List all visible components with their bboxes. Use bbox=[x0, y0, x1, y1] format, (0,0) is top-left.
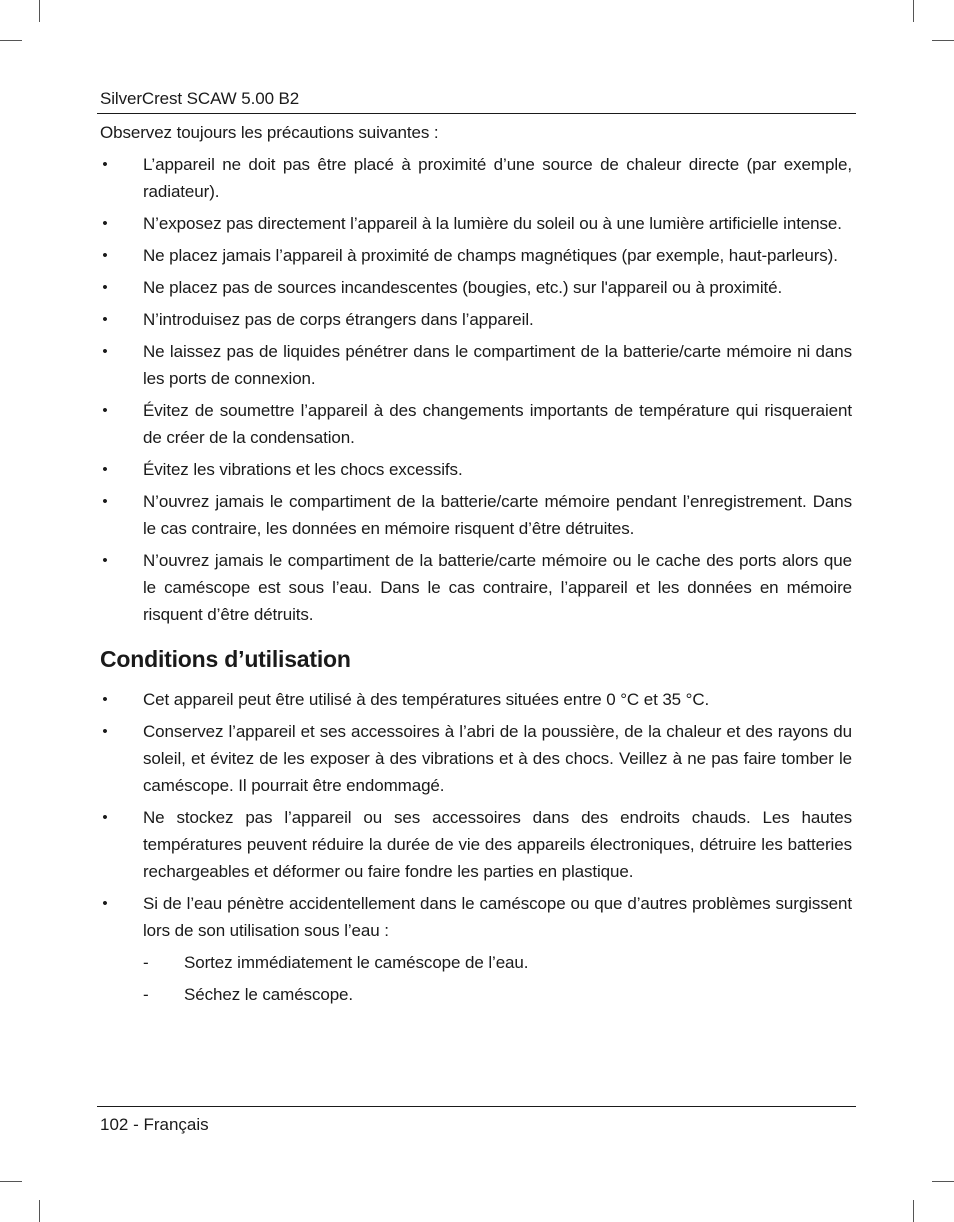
list-item: • Si de l’eau pénètre accidentellement dans le caméscope ou que d’autres problèmes surgissent lors de son utilisation sous l’eau : bbox=[100, 890, 852, 944]
running-header: SilverCrest SCAW 5.00 B2 bbox=[100, 89, 300, 108]
sub-list-item: - Sortez immédiatement le caméscope de l’eau. bbox=[100, 949, 852, 976]
list-item: • Évitez de soumettre l’appareil à des changements importants de température qui risqueraient de créer de la condensation. bbox=[100, 397, 852, 451]
list-item: • N’exposez pas directement l’appareil à la lumière du soleil ou à une lumière artificielle intense. bbox=[100, 210, 852, 237]
list-item: • N’ouvrez jamais le compartiment de la batterie/carte mémoire pendant l’enregistrement. Dans le cas contraire, les données en mémoire risquent d’être détruites. bbox=[100, 488, 852, 542]
bullet-icon: • bbox=[102, 215, 108, 232]
bullet-icon: • bbox=[102, 493, 108, 510]
bullet-icon: • bbox=[102, 691, 108, 708]
bullet-icon: • bbox=[102, 343, 108, 360]
list-item: • Conservez l’appareil et ses accessoires à l’abri de la poussière, de la chaleur et des rayons du soleil, et évitez de les exposer à des vibrations et à des chocs. Veillez à ne pas faire tomber le caméscope. Il pourrait être endommagé. bbox=[100, 718, 852, 799]
section-heading: Conditions d’utilisation bbox=[100, 646, 351, 672]
bullet-icon: • bbox=[102, 402, 108, 419]
dash-icon: - bbox=[143, 985, 149, 1004]
bullet-icon: • bbox=[102, 461, 108, 478]
intro-text: Observez toujours les précautions suivantes : bbox=[100, 123, 439, 142]
list-item: • Ne stockez pas l’appareil ou ses accessoires dans des endroits chauds. Les hautes températures peuvent réduire la durée de vie des appareils électroniques, détruire les batteries rechargeables et déformer ou faire fondre les parties en plastique. bbox=[100, 804, 852, 885]
bullet-icon: • bbox=[102, 809, 108, 826]
dash-icon: - bbox=[143, 953, 149, 972]
crop-mark bbox=[913, 0, 914, 22]
header-rule bbox=[97, 113, 856, 114]
sub-list bbox=[100, 949, 852, 1008]
crop-mark bbox=[932, 40, 954, 41]
list-item: • Cet appareil peut être utilisé à des températures situées entre 0 °C et 35 °C. bbox=[100, 686, 852, 713]
precautions-list bbox=[100, 151, 852, 628]
list-item: • N’introduisez pas de corps étrangers dans l’appareil. bbox=[100, 306, 852, 333]
list-item: • Ne placez jamais l’appareil à proximité de champs magnétiques (par exemple, haut-parleurs). bbox=[100, 242, 852, 269]
bullet-icon: • bbox=[102, 247, 108, 264]
list-item: • L’appareil ne doit pas être placé à proximité d’une source de chaleur directe (par exemple, radiateur). bbox=[100, 151, 852, 205]
page-number: 102 - Français bbox=[100, 1115, 209, 1134]
list-item: • Ne placez pas de sources incandescentes (bougies, etc.) sur l'appareil ou à proximité. bbox=[100, 274, 852, 301]
footer-rule bbox=[97, 1106, 856, 1107]
bullet-icon: • bbox=[102, 279, 108, 296]
bullet-icon: • bbox=[102, 311, 108, 328]
page-body bbox=[100, 119, 852, 1013]
bullet-icon: • bbox=[102, 156, 108, 173]
crop-mark bbox=[39, 1200, 40, 1222]
list-item: • Évitez les vibrations et les chocs excessifs. bbox=[100, 456, 852, 483]
list-item: • N’ouvrez jamais le compartiment de la batterie/carte mémoire ou le cache des ports alors que le caméscope est sous l’eau. Dans le cas contraire, l’appareil et les données en mémoire risquent d’être détruits. bbox=[100, 547, 852, 628]
crop-mark bbox=[0, 40, 22, 41]
bullet-icon: • bbox=[102, 895, 108, 912]
bullet-icon: • bbox=[102, 723, 108, 740]
crop-mark bbox=[932, 1181, 954, 1182]
bullet-icon: • bbox=[102, 552, 108, 569]
crop-mark bbox=[0, 1181, 22, 1182]
crop-mark bbox=[39, 0, 40, 22]
list-item: • Ne laissez pas de liquides pénétrer dans le compartiment de la batterie/carte mémoire ni dans les ports de connexion. bbox=[100, 338, 852, 392]
crop-mark bbox=[913, 1200, 914, 1222]
conditions-list bbox=[100, 686, 852, 944]
sub-list-item: - Séchez le caméscope. bbox=[100, 981, 852, 1008]
